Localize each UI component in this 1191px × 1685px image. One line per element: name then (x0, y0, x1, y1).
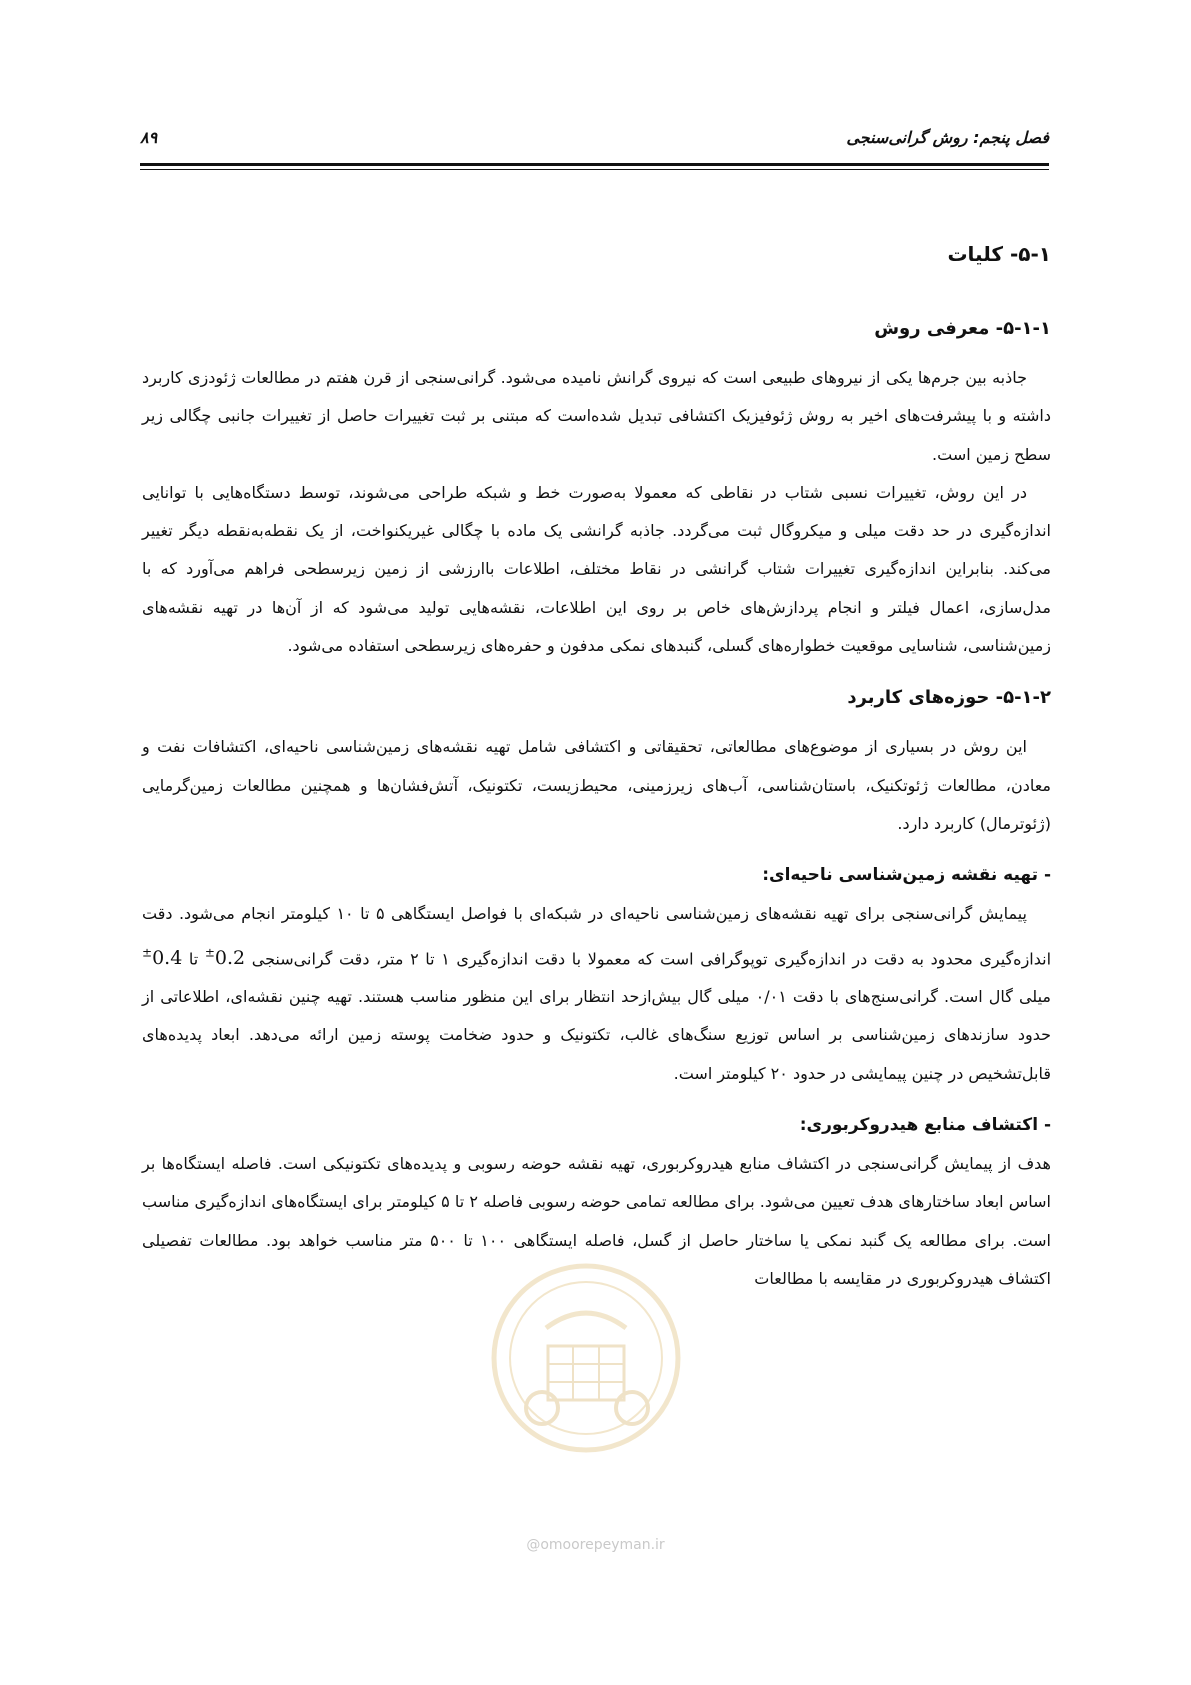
chapter-title: فصل پنجم: روش گرانی‌سنجی (846, 128, 1049, 147)
paragraph: این روش در بسیاری از موضوع‌های مطالعاتی، تحقیقاتی و اکتشافی شامل تهیه نقشه‌های زمین‌شناسی ناحیه‌ای، اکتشافات نفت و معادن، مطالعات ژئوتکنیک، باستان‌شناسی، آب‌های زیرزمینی، محیط‌زیست، تکتونیک، آتش‌فشان‌ها و همچنین مطالعات زمین‌گرمایی (ژئوترمال) کاربرد دارد. (142, 737, 1051, 833)
watermark-logo-icon (486, 1258, 686, 1458)
paragraph: هدف از پیمایش گرانی‌سنجی در اکتشاف منابع هیدروکربوری، تهیه نقشه حوضه رسوبی و پدیده‌های تکتونیکی است. فاصله ایستگاه‌ها بر اساس ابعاد ساختارهای هدف تعیین می‌شود. برای مطالعه تمامی حوضه رسوبی فاصله ۲ تا ۵ کیلومتر برای ایستگاه‌های اندازه‌گیری مناسب است. برای مطالعه یک گنبد نمکی یا ساختار حاصل از گسل، فاصله ایستگاهی ۱۰۰ تا ۵۰۰ متر مناسب خواهد بود. مطالعات تفصیلی اکتشاف هیدروکربوری در مقایسه با مطالعات (142, 1154, 1052, 1288)
paragraph-part: میلی گال است. گرانی‌سنج‌های با دقت ۰/۰۱ میلی گال بیش‌ازحد انتظار برای این منظور مناسب هستند. تهیه چنین نقشه‌ای، اطلاعاتی از حدود سازندهای زمین‌شناسی بر اساس توزیع سنگ‌های غالب، تکتونیک و حدود ضخامت پوسته زمین ارائه می‌دهد. ابعاد پدیده‌های قابل‌تشخیص در چنین پیمایشی در حدود ۲۰ کیلومتر است. (142, 987, 1051, 1083)
paragraph: جاذبه بین جرم‌ها یکی از نیروهای طبیعی است که نیروی گرانش نامیده می‌شود. گرانی‌سنجی از قرن هفتم در مطالعات ژئودزی کاربرد داشته و با پیشرفت‌های اخیر به روش ژئوفیزیک اکتشافی تبدیل شده‌است که مبتنی بر ثبت تغییرات حاصل از تغییرات جانبی چگالی زیر سطح زمین است. (142, 368, 1051, 464)
page-header (140, 128, 1049, 162)
bullet-heading-regional-map: - تهیه نقشه زمین‌شناسی ناحیه‌ای: (762, 865, 1051, 886)
accuracy-value-high: 0.4± (142, 945, 183, 969)
header-rule-thick (140, 163, 1049, 166)
section-heading: ۵-۱- کلیات (947, 242, 1051, 266)
header-rule-thin (140, 169, 1049, 170)
paragraph-part: پیمایش گرانی‌سنجی برای تهیه نقشه‌های زمین‌شناسی ناحیه‌ای در شبکه‌ای با فواصل ایستگاهی ۵ تا ۱۰ کیلومتر انجام می‌شود. دقت اندازه‌گیری محدود به دقت در اندازه‌گیری توپوگرافی است که معمولا با دقت اندازه‌گیری ۱ تا ۲ متر، دقت گرانی‌سنجی (142, 904, 1052, 968)
connector-word: تا (188, 948, 199, 968)
watermark-site-text: @omoorepeyman.ir (526, 1537, 665, 1553)
subsection-heading-intro: ۵-۱-۱- معرفی روش (874, 318, 1051, 339)
page-number: ۸۹ (140, 128, 158, 147)
accuracy-value-low: 0.2± (204, 945, 246, 969)
paragraph: در این روش، تغییرات نسبی شتاب در نقاطی که معمولا به‌صورت خط و شبکه طراحی می‌شوند، توسط دستگاه‌هایی با توانایی اندازه‌گیری در حد دقت میلی و میکروگال ثبت می‌گردد. جاذبه گرانشی یک ماده با چگالی غیریکنواخت، از یک نقطه‌به‌نقطه دیگر تغییر می‌کند. بنابراین اندازه‌گیری تغییرات شتاب گرانشی در نقاط مختلف، اطلاعات باارزشی از زمین زیرسطحی فراهم می‌آورد که با مدل‌سازی، اعمال فیلتر و انجام پردازش‌های خاص بر روی این اطلاعات، نقشه‌هایی تولید می‌شود که از آن‌ها در تهیه نقشه‌های زمین‌شناسی، شناسایی موقعیت خطواره‌های گسلی، گنبدهای نمکی مدفون و حفره‌های زیرسطحی استفاده می‌شود. (142, 482, 1051, 656)
page-content (142, 242, 1051, 1298)
paragraph (142, 895, 1051, 1093)
bullet-heading-hydrocarbon: - اکتشاف منابع هیدروکربوری: (799, 1115, 1051, 1136)
subsection-heading-applications: ۵-۱-۲- حوزه‌های کاربرد (847, 687, 1051, 709)
